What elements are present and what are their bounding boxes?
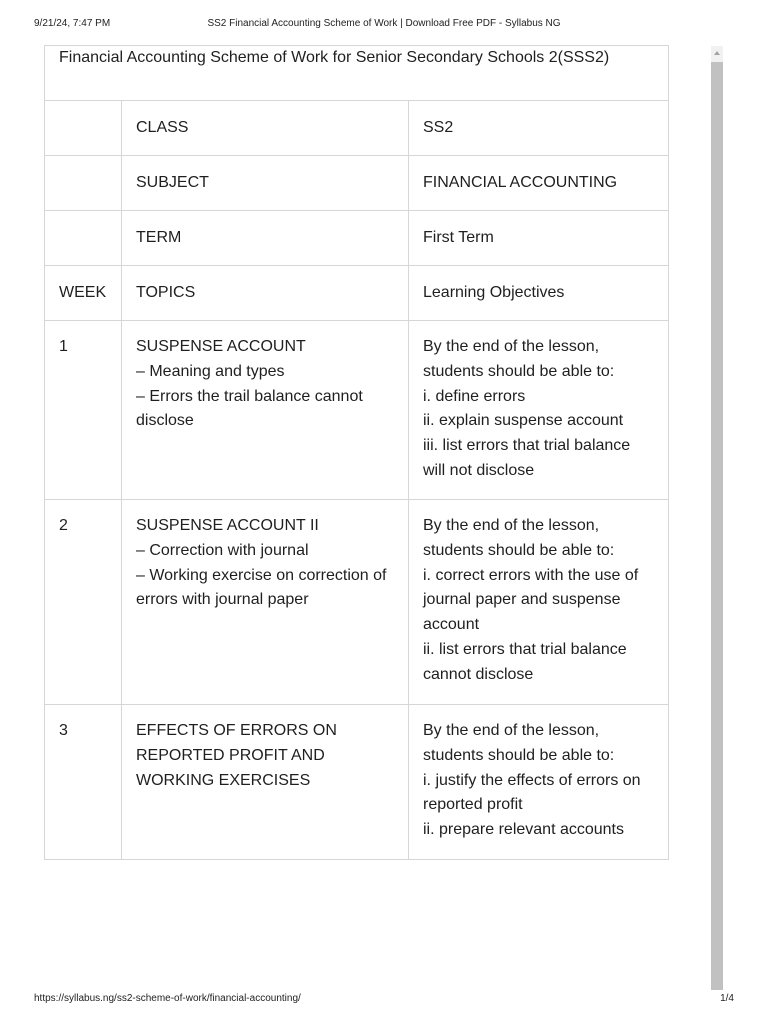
vertical-scrollbar[interactable] (711, 46, 723, 990)
class-value: SS2 (409, 101, 669, 156)
week-cell: 3 (45, 705, 122, 860)
topic-line: – Meaning and types (136, 362, 285, 380)
objective-line: iii. list errors that trial balance (423, 437, 631, 455)
objective-line: ii. list errors that trial balance (423, 640, 627, 658)
objective-line: journal paper and suspense (423, 591, 621, 609)
topic-cell (122, 321, 409, 500)
objective-line: i. correct errors with the use of (423, 566, 639, 584)
objective-cell (409, 321, 669, 500)
empty-cell (45, 211, 122, 266)
objective-line: will not disclose (423, 461, 535, 479)
objective-line: reported profit (423, 796, 523, 814)
topic-cell (122, 500, 409, 705)
topic-line: – Correction with journal (136, 541, 309, 559)
topic-line: SUSPENSE ACCOUNT (136, 338, 306, 355)
class-row (45, 101, 669, 156)
objective-line: students should be able to: (423, 746, 615, 764)
topic-line: – Errors the trail balance cannot (136, 387, 363, 405)
objective-line: By the end of the lesson, (423, 338, 600, 355)
table-row (45, 705, 669, 860)
topic-line: errors with journal paper (136, 591, 309, 609)
print-footer-page-number: 1/4 (720, 993, 734, 1004)
subject-value: FINANCIAL ACCOUNTING (409, 156, 669, 211)
print-header-datetime: 9/21/24, 7:47 PM (34, 18, 111, 29)
objectives-header: Learning Objectives (409, 266, 669, 321)
objective-line: account (423, 616, 480, 634)
objective-line: i. justify the effects of errors on (423, 771, 641, 789)
week-cell: 1 (45, 321, 122, 500)
objective-line: By the end of the lesson, (423, 722, 600, 739)
table-row (45, 321, 669, 500)
subject-label: SUBJECT (122, 156, 409, 211)
topic-line: EFFECTS OF ERRORS ON (136, 722, 337, 739)
objective-line: By the end of the lesson, (423, 517, 600, 534)
empty-cell (45, 156, 122, 211)
header-row (45, 266, 669, 321)
subject-row (45, 156, 669, 211)
scheme-of-work-table (44, 45, 669, 860)
term-value: First Term (409, 211, 669, 266)
objective-line: ii. prepare relevant accounts (423, 821, 624, 839)
topic-line: REPORTED PROFIT AND (136, 746, 325, 764)
objective-cell (409, 705, 669, 860)
objective-line: ii. explain suspense account (423, 412, 624, 430)
term-label: TERM (122, 211, 409, 266)
topics-header: TOPICS (122, 266, 409, 321)
objective-line: students should be able to: (423, 362, 615, 380)
objective-line: i. define errors (423, 387, 526, 405)
scrollbar-thumb[interactable] (711, 62, 723, 990)
topic-line: disclose (136, 412, 194, 430)
table-caption: Financial Accounting Scheme of Work for Senior Secondary Schools 2(SSS2) (45, 46, 669, 101)
term-row (45, 211, 669, 266)
scroll-up-arrow-icon[interactable] (711, 46, 723, 60)
week-cell: 2 (45, 500, 122, 705)
topic-line: WORKING EXERCISES (136, 771, 311, 789)
topic-cell (122, 705, 409, 860)
print-header-title: SS2 Financial Accounting Scheme of Work | Download Free PDF - Syllabus NG (207, 18, 561, 29)
topic-line: – Working exercise on correction of (136, 566, 387, 584)
table-row (45, 500, 669, 705)
week-header: WEEK (45, 266, 122, 321)
empty-cell (45, 101, 122, 156)
topic-line: SUSPENSE ACCOUNT II (136, 517, 319, 534)
objective-line: students should be able to: (423, 541, 615, 559)
objective-line: cannot disclose (423, 665, 534, 683)
print-footer-url: https://syllabus.ng/ss2-scheme-of-work/financial-accounting/ (34, 993, 301, 1004)
objective-cell (409, 500, 669, 705)
class-label: CLASS (122, 101, 409, 156)
